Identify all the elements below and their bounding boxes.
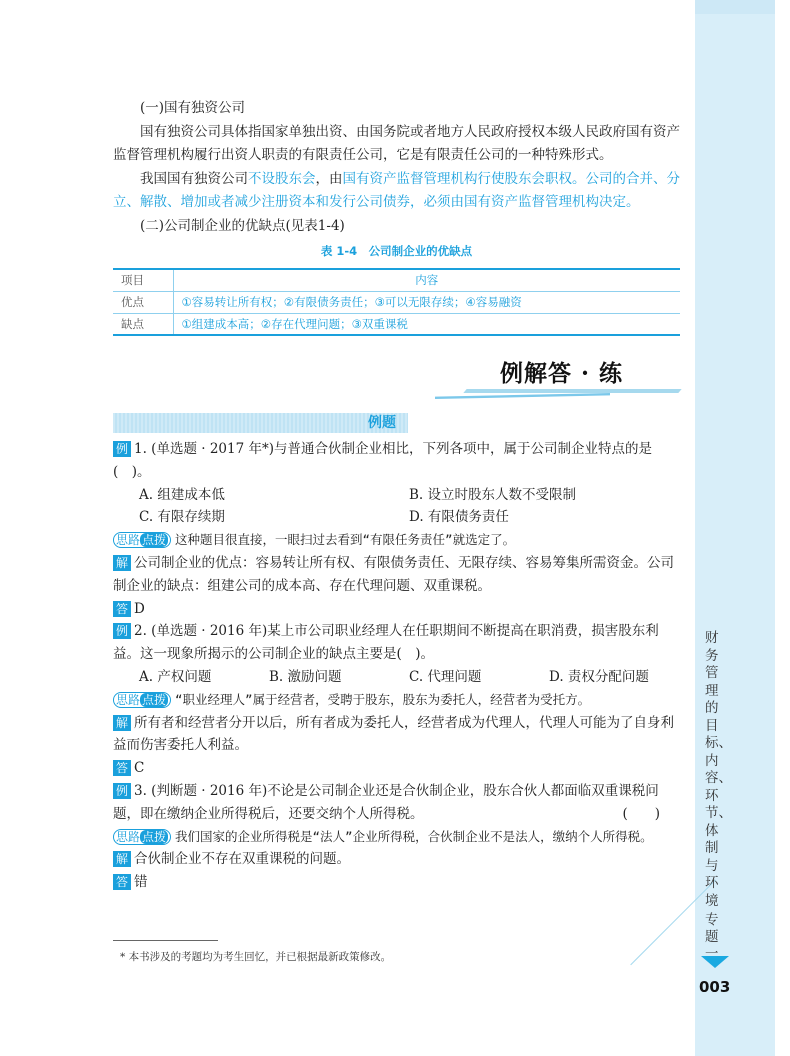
solution-text: 合伙制企业不存在双重课税的问题。 xyxy=(134,851,351,868)
table-caption: 表 1-4 公司制企业的优缺点 xyxy=(320,244,473,258)
examples-bar: 例题 xyxy=(113,413,408,433)
answer-text: D xyxy=(134,600,145,617)
footnote-divider xyxy=(113,940,218,941)
answer-tag: 答 xyxy=(113,760,131,776)
answer-tag: 答 xyxy=(113,601,131,617)
solution-text: 所有者和经营者分开以后，所有者成为委托人，经营者成为代理人，代理人可能为了自身利益而伤害委托人利益。 xyxy=(113,714,675,754)
triangle-marker-icon xyxy=(701,956,729,968)
tip-text: “职业经理人”属于经营者，受聘于股东，股东为委托人，经营者为受托方。 xyxy=(175,691,591,707)
example-tag: 例 xyxy=(113,623,131,639)
tip-badge xyxy=(113,829,171,845)
header-cell: 项目 xyxy=(113,269,173,291)
answer-text: C xyxy=(134,760,145,777)
paragraph xyxy=(113,168,680,215)
option: A. 产权问题 xyxy=(139,668,212,685)
answer-tag: 答 xyxy=(113,874,131,890)
option: B. 激励问题 xyxy=(269,668,342,685)
option: D. 责权分配问题 xyxy=(549,668,649,685)
tip-text: 这种题目很直接，一眼扫过去看到“有限任务责任”就选定了。 xyxy=(175,532,516,548)
tip-label: 思路 xyxy=(116,829,141,844)
solution xyxy=(113,712,680,758)
intro-section xyxy=(113,97,680,238)
table-header-row xyxy=(113,269,680,291)
tip xyxy=(113,689,680,712)
page-number: 003 xyxy=(699,978,731,996)
option: C. 有限存续期 xyxy=(139,509,225,526)
tip-label: 思路 xyxy=(116,533,141,548)
pros-cons-table xyxy=(113,268,680,336)
option: C. 代理问题 xyxy=(409,668,482,685)
option: B. 设立时股东人数不受限制 xyxy=(409,486,577,503)
solution-tag: 解 xyxy=(113,555,131,571)
options xyxy=(113,484,680,530)
table-block xyxy=(113,243,680,336)
question-stem xyxy=(113,620,680,666)
tip xyxy=(113,529,680,552)
paragraph: 国有独资公司具体指国家单独出资、由国务院或者地方人民政府授权本级人民政府国有资产监督管理机构履行出资人职责的有限责任公司，它是有限责任公司的一种特殊形式。 xyxy=(113,123,680,163)
tip-label: 点拨 xyxy=(142,829,167,844)
decorative-stroke xyxy=(435,393,610,399)
chapter-sidebar xyxy=(695,0,775,1056)
cell: ①组建成本高；②存在代理问题；③双重课税 xyxy=(173,313,680,335)
tip-label: 点拨 xyxy=(142,692,167,707)
stem-text: 3. (判断题 · 2016 年)不论是公司制企业还是合伙制企业，股东合伙人都面临双重课税问题，即在缴纳企业所得税后，还要交纳个人所得税。 xyxy=(113,782,659,822)
decorative-stroke xyxy=(463,389,681,393)
solution-tag: 解 xyxy=(113,851,131,867)
judge-brackets: ( ) xyxy=(622,805,660,822)
sidebar-top-strip xyxy=(695,0,775,14)
answer xyxy=(113,757,680,780)
subheading: (二)公司制企业的优缺点(见表1-4) xyxy=(140,217,345,234)
answer xyxy=(113,871,680,894)
tip xyxy=(113,826,680,849)
footnote: * 本书涉及的考题均为考生回忆，并已根据最新政策修改。 xyxy=(120,951,392,963)
question-stem xyxy=(113,780,680,826)
tip-label: 思路 xyxy=(116,692,141,707)
options xyxy=(113,666,680,689)
text: 我国国有独资公司 xyxy=(140,170,248,187)
solution-text: 公司制企业的优点：容易转让所有权、有限债务责任、无限存续、容易筹集所需资金。公司制企业的缺点：组建公司的成本高、存在代理问题、双重课税。 xyxy=(113,554,675,594)
highlight-text: 不设股东会 xyxy=(248,170,316,187)
example-tag: 例 xyxy=(113,441,131,457)
tip-badge xyxy=(113,692,171,708)
highlight-text: 国有资产监督管理机构行使股东会职权。公司的合并、分立、解散、增加或者减少注册资本和发行公司债券，必须由国有资产监督管理机构决定。 xyxy=(113,170,680,210)
cell: ①容易转让所有权；②有限债务责任；③可以无限存续；④容易融资 xyxy=(173,291,680,313)
option: A. 组建成本低 xyxy=(139,486,225,503)
cell: 缺点 xyxy=(113,313,173,335)
examples xyxy=(113,438,680,894)
question-stem xyxy=(113,438,680,484)
section-title: 例解答 · 练 xyxy=(500,360,624,387)
text: ，由 xyxy=(315,170,343,187)
solution-tag: 解 xyxy=(113,715,131,731)
solution xyxy=(113,848,680,871)
stem-text: 1. (单选题 · 2017 年*)与普通合伙制企业相比，下列各项中，属于公司制企业特点的是( )。 xyxy=(113,441,652,480)
example-tag: 例 xyxy=(113,783,131,799)
table-row xyxy=(113,291,680,313)
answer xyxy=(113,598,680,621)
header-cell: 内容 xyxy=(173,269,680,291)
solution xyxy=(113,552,680,598)
tip-label: 点拨 xyxy=(142,533,167,548)
subheading: (一)国有独资公司 xyxy=(140,100,246,116)
topic-label: 专题一 xyxy=(705,912,719,962)
option: D. 有限债务责任 xyxy=(409,509,509,526)
cell: 优点 xyxy=(113,291,173,313)
table-row xyxy=(113,313,680,335)
tip-text: 我们国家的企业所得税是“法人”企业所得税，合伙制企业不是法人，缴纳个人所得税。 xyxy=(175,828,653,844)
chapter-title: 财务管理的目标、内容、环节、体制与环境 xyxy=(705,630,732,909)
stem-text: 2. (单选题 · 2016 年)某上市公司职业经理人在任职期间不断提高在职消费，损害股东利益。这一现象所揭示的公司制企业的缺点主要是( )。 xyxy=(113,623,659,663)
tip-badge xyxy=(113,532,171,548)
answer-text: 错 xyxy=(134,874,148,891)
